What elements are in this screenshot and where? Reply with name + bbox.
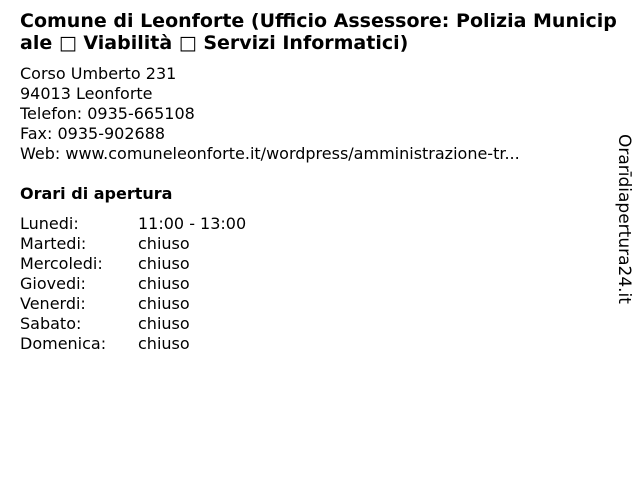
hours-day: Mercoledi:	[20, 254, 103, 273]
opening-hours-table	[20, 214, 246, 354]
hours-row-thursday	[20, 274, 246, 294]
hours-day: Martedi:	[20, 234, 87, 253]
hours-day: Sabato:	[20, 314, 82, 333]
hours-time: chiuso	[138, 274, 190, 293]
hours-day: Giovedi:	[20, 274, 86, 293]
hours-day: Domenica:	[20, 334, 107, 353]
hours-time: 11:00 - 13:00	[138, 214, 247, 233]
website-link[interactable]: Web: www.comuneleonforte.it/wordpress/amministrazione-tr...	[20, 144, 520, 163]
opening-hours-heading: Orari di apertura	[20, 184, 173, 203]
site-brand-vertical[interactable]: Orarīdiapertura24.it	[614, 134, 634, 304]
fax-number: Fax: 0935-902688	[20, 124, 166, 143]
hours-day: Venerdi:	[20, 294, 86, 313]
hours-time: chiuso	[138, 314, 190, 333]
hours-time: chiuso	[138, 234, 190, 253]
hours-row-friday	[20, 294, 246, 314]
hours-time: chiuso	[138, 334, 190, 353]
business-name: Comune di Leonforte (Ufficio Assessore: Polizia Municipale □ Viabilità □ Servizi Informatici)	[20, 10, 617, 54]
hours-row-tuesday	[20, 234, 246, 254]
hours-row-saturday	[20, 314, 246, 334]
hours-row-wednesday	[20, 254, 246, 274]
hours-time: chiuso	[138, 294, 190, 313]
street-address: Corso Umberto 231	[20, 64, 177, 83]
hours-row-monday	[20, 214, 246, 234]
city-postal-code: 94013 Leonforte	[20, 84, 153, 103]
hours-row-sunday	[20, 334, 246, 354]
phone-number: Telefon: 0935-665108	[20, 104, 195, 123]
hours-day: Lunedi:	[20, 214, 79, 233]
contact-info	[20, 64, 600, 164]
hours-time: chiuso	[138, 254, 190, 273]
